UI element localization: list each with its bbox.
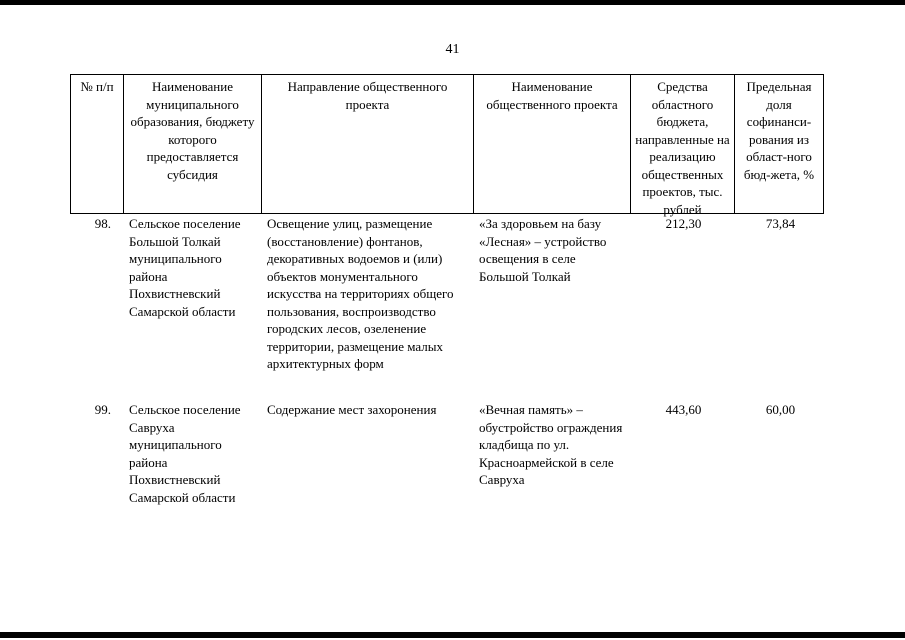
top-border-rule: [0, 0, 905, 5]
row-share: 73,84: [765, 216, 796, 231]
row-funds: 212,30: [665, 216, 702, 231]
header-funds: Средства областного бюджета, направленные на реализацию общественных проектов, тыс. рублей: [630, 75, 734, 213]
header-municipality: Наименование муниципального образования, бюджету которого предоставляется субсидия: [123, 75, 261, 213]
page-number: 41: [445, 42, 460, 57]
table-row: [70, 214, 824, 400]
row-number: 98.: [94, 216, 111, 231]
row-direction: Освещение улиц, размещение (восстановление) фонтанов, декоративных водоемов и (или) объектов монументального искусства на территориях общего пользования, воспроизводство городских лесов, озеленение территории, размещение малых архитектурных форм: [267, 216, 454, 371]
header-num: № п/п: [70, 75, 123, 213]
header-direction: Направление общественного проекта: [261, 75, 473, 213]
row-project: «Вечная память» – обустройство ограждения кладбища по ул. Красноармейской в селе Савруха: [479, 402, 623, 487]
row-number: 99.: [94, 402, 111, 417]
row-funds: 443,60: [665, 402, 702, 417]
subsidy-table: [70, 74, 824, 510]
bottom-border-rule: [0, 632, 905, 638]
row-project: «За здоровьем на базу «Лесная» – устройство освещения в селе Большой Толкай: [479, 216, 607, 284]
row-direction: Содержание мест захоронения: [267, 402, 437, 417]
header-project: Наименование общественного проекта: [473, 75, 630, 213]
row-share: 60,00: [765, 402, 796, 417]
row-municipality: Сельское поселение Савруха муниципального района Похвистневский Самарской области: [129, 402, 241, 505]
header-share: Предельная доля софинанси-рования из област-ного бюд-жета, %: [734, 75, 824, 213]
row-municipality: Сельское поселение Большой Толкай муниципального района Похвистневский Самарской области: [129, 216, 241, 319]
table-header: [70, 74, 824, 217]
table-row: [70, 400, 824, 510]
